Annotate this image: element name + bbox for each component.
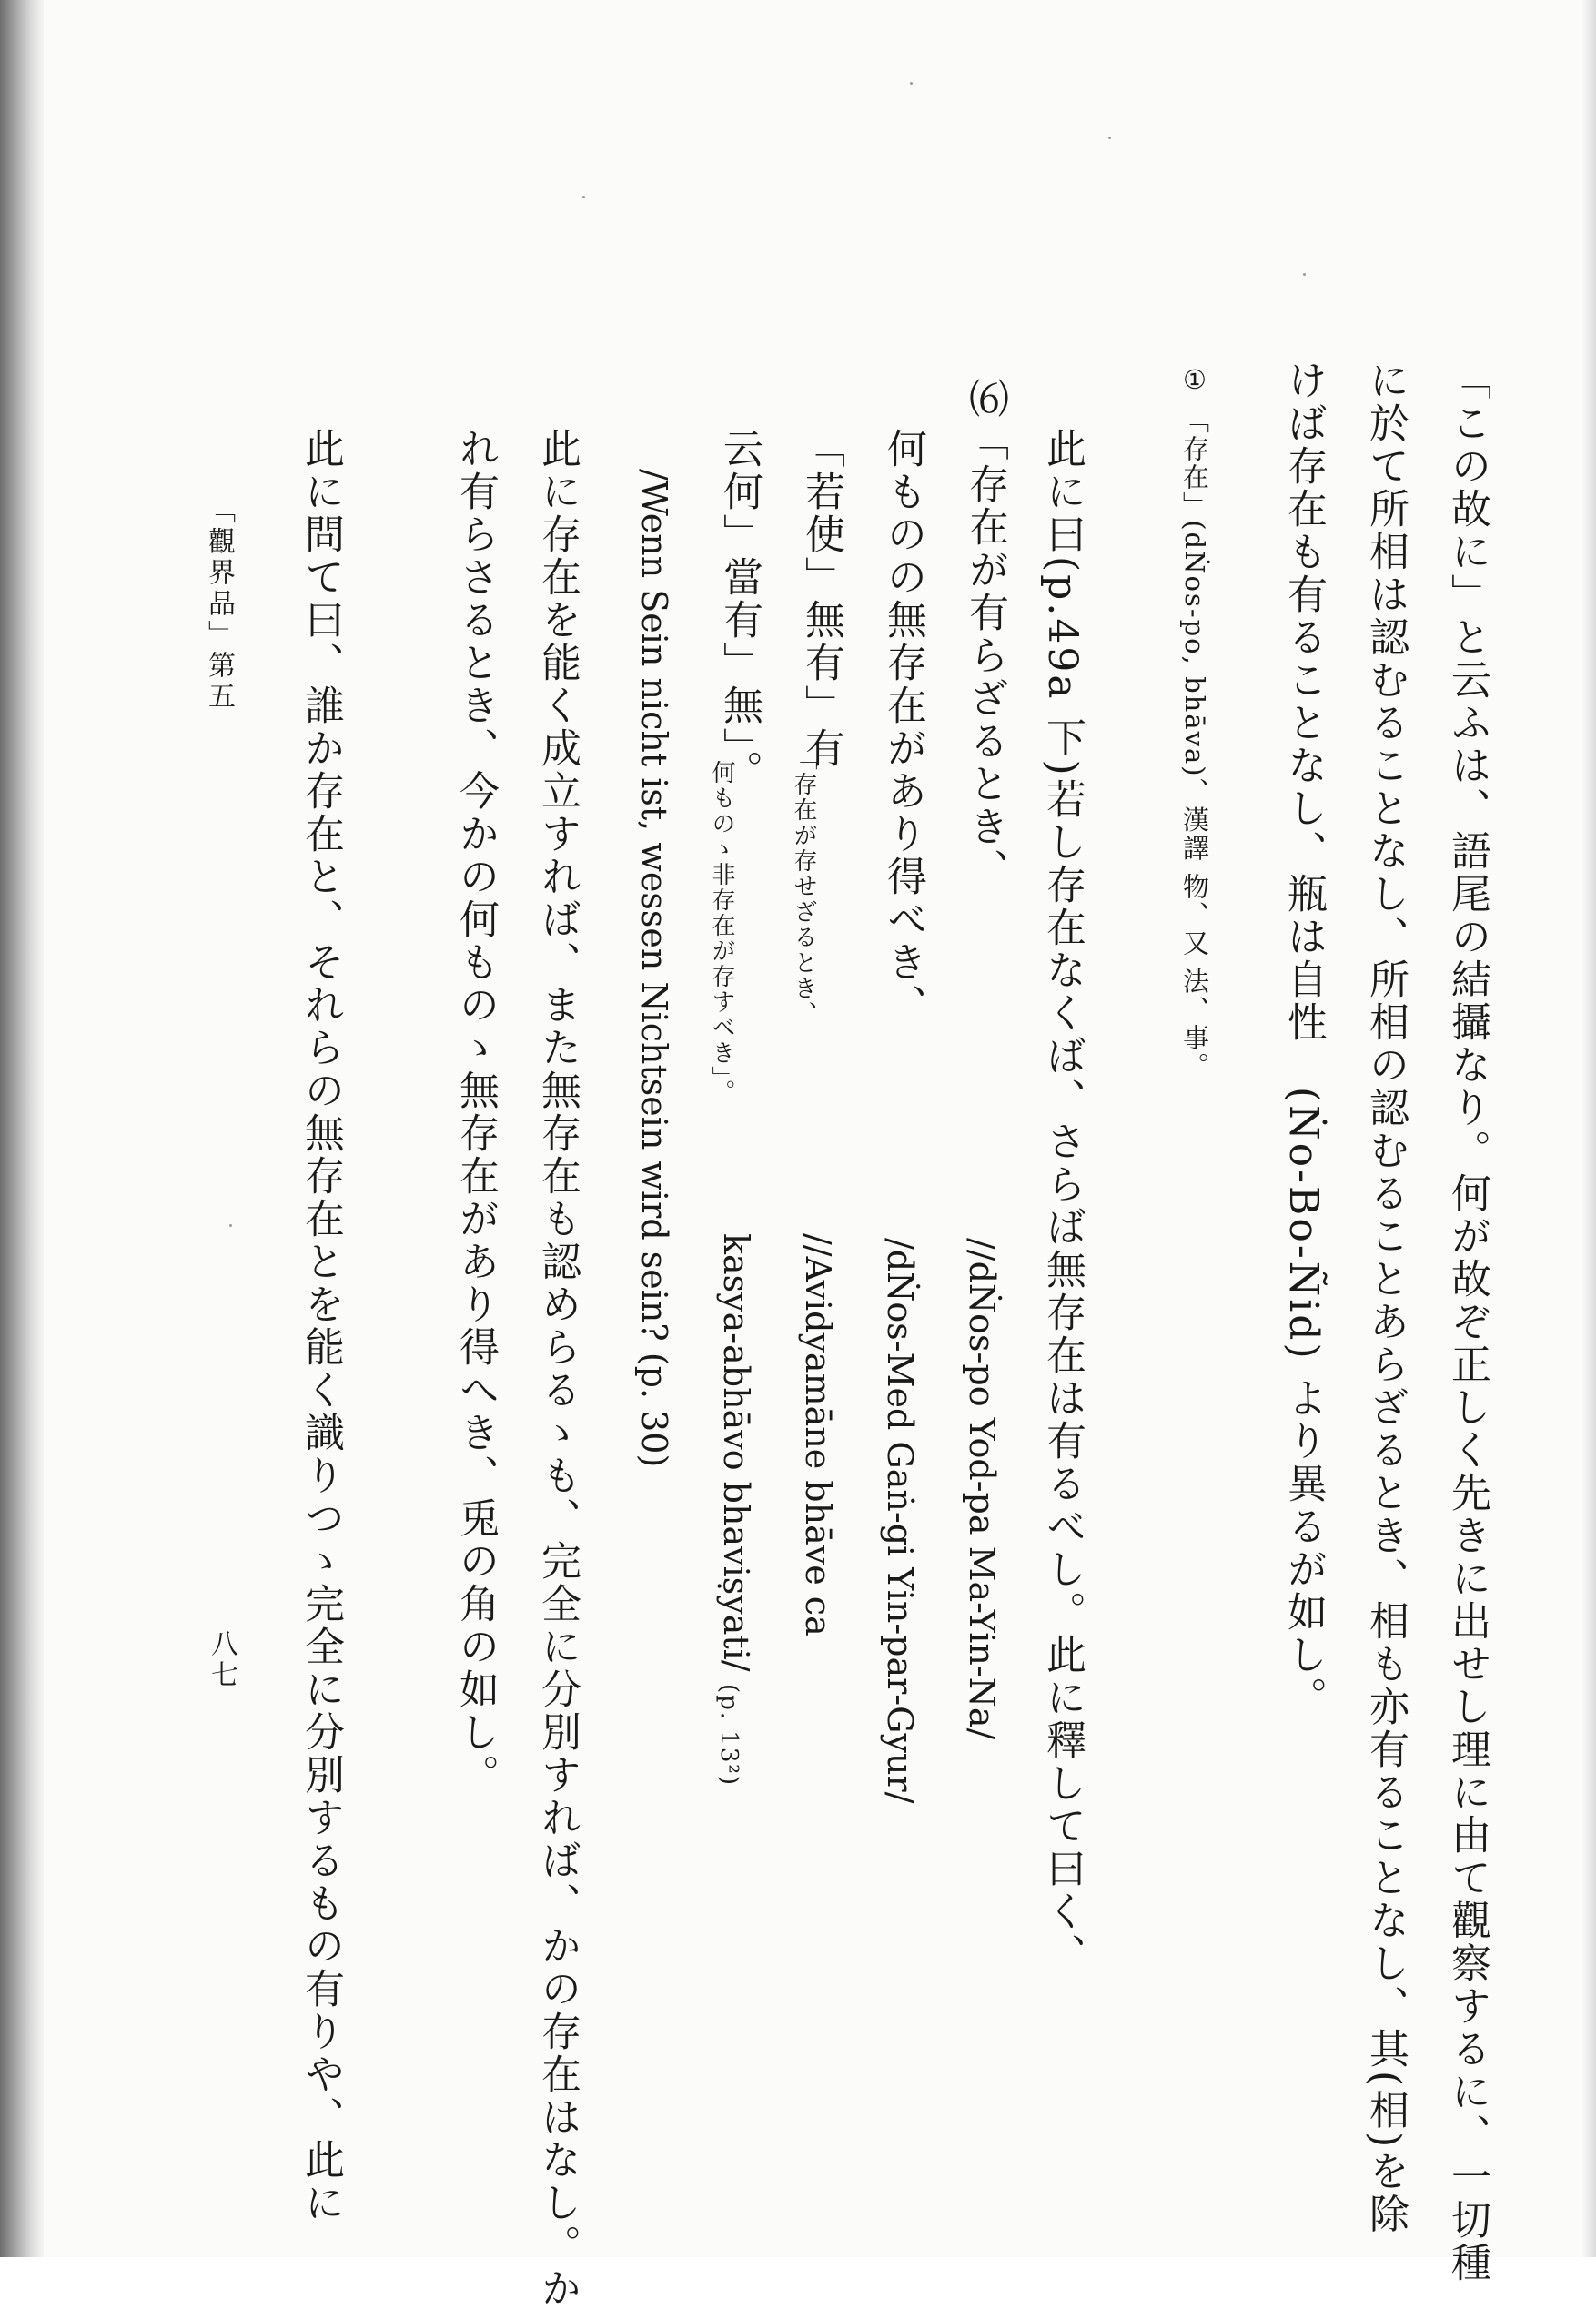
german-translation: /Wenn Sein nicht ist, wessen Nichtsein wird sein? (p. 30)	[634, 469, 674, 1468]
page-edge	[1580, 0, 1596, 2257]
text-column-13: 此に問て曰、誰か存在と、それらの無存在とを能く識りつゝ完全に分別するもの有りや、此に	[298, 428, 344, 2224]
paper-speck	[582, 196, 585, 198]
verse-6-chinese-line-1: 「若使」無有」有	[798, 428, 844, 770]
verse-6-japanese-line-2: 何ものの無存在があり得べき、	[880, 428, 926, 1027]
verse-6-tibetan-line-2: /dṄos-Med Gaṅ-gi Yin-par-Gyur/	[880, 1238, 920, 1804]
verse-6-gloss-line-2: 何ものゝ非存在が存すべき」。	[708, 760, 735, 1105]
verse-6-tibetan-line-1: //dṄos-po Yod-pa Ma-Yin-Na/	[962, 1238, 1002, 1740]
footnote-1: ① 「存在」(dṄos-po, bhāva)、漢譯 物、又 法、事。	[1179, 364, 1210, 1081]
text-column-1: 「この故に」と云ふは、語尾の結攝なり。何が故ぞ正しく先きに出せし理に由て觀察するに、一切種	[1444, 360, 1490, 2285]
verse-6-page-ref: (p. 13²)	[715, 1684, 742, 1787]
paper-speck	[1108, 137, 1111, 139]
paper-speck	[229, 1224, 232, 1227]
verse-6-sanskrit-line-1: //Avidyamāne bhāve ca	[798, 1233, 838, 1636]
page-number: 八七	[206, 1629, 237, 1691]
paper-speck	[910, 82, 913, 85]
text-column-5: 此に曰(p.49a 下)若し存在なくば、さらば無存在は有るべし。此に釋して曰く、	[1039, 428, 1086, 1976]
paper-speck	[1303, 273, 1306, 276]
chapter-title: 「觀界品」第五	[203, 496, 235, 713]
text-column-12: れ有らさるとき、今かの何ものゝ無存在があり得へき、兎の角の如し。	[452, 428, 499, 1797]
verse-6-japanese-line-1: ⑹「存在が有らざるとき、	[962, 378, 1008, 891]
verse-6-chinese-line-2: 云何」當有」無」。	[716, 428, 763, 793]
text-column-11: 此に存在を能く成立すれば、また無存在も認めらるゝも、完全に分別すれば、かの存在はなし。か	[534, 428, 581, 2310]
binding-shadow	[0, 0, 44, 2257]
verse-6-sanskrit-line-2: kasya-abhāvo bhaviṣyati/	[716, 1233, 756, 1672]
text-column-2: に於て所相は認むることなし、所相の認むることあらざるとき、相も亦有ることなし、其(相)を除	[1362, 360, 1409, 2236]
text-column-3: けば存在も有ることなし、瓶は自性 (Ṅo-Bo-Ñid) より異るが如し。	[1280, 360, 1327, 1719]
verse-6-gloss-line-1: 「存在が存せざるとき、	[790, 746, 817, 1027]
